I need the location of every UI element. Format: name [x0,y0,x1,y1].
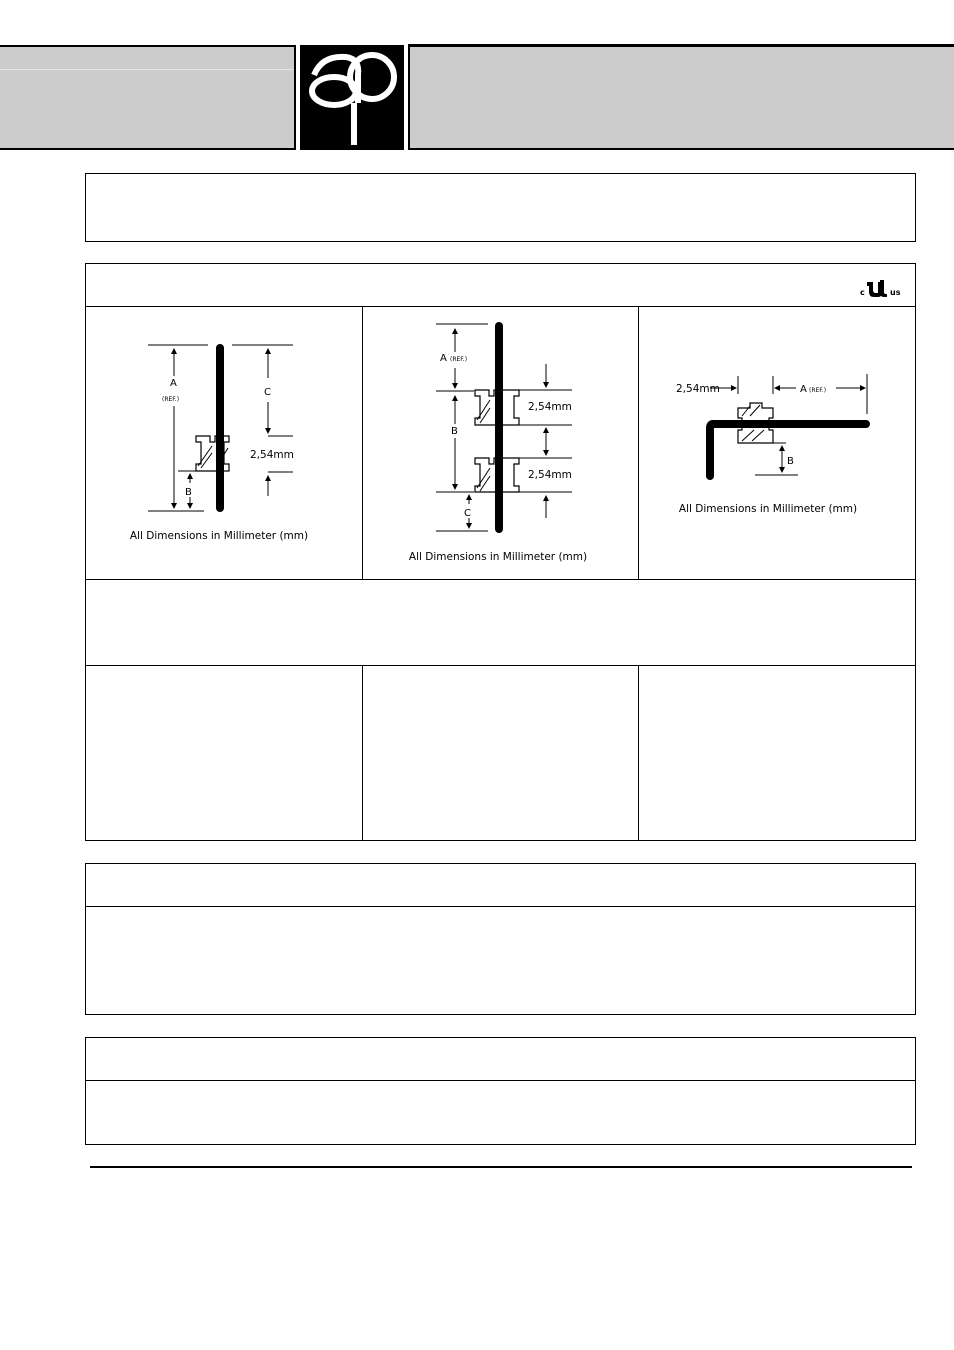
table-column-divider [362,665,363,841]
diagram-right-angle [638,306,914,578]
diagram-double-spacer [362,306,638,578]
company-logo [300,45,404,150]
header-left-panel [0,45,296,150]
title-box [85,173,916,242]
header-stripe [0,69,294,70]
label-dim: 2,54mm [528,469,572,481]
diagram-caption: All Dimensions in Millimeter (mm) [678,503,858,515]
label-a: A [440,353,447,364]
section-rule [86,906,915,907]
section-box [85,863,916,1015]
label-b: B [787,456,794,467]
table-column-divider [638,665,639,841]
diagram-single-spacer [86,306,362,578]
label-ref: (REF.) [450,356,468,363]
label-b: B [451,426,458,437]
label-ref: (REF.) [162,396,180,403]
section-box [85,1037,916,1145]
label-dim: 2,54mm [676,383,720,395]
cert-mark-c: c [860,288,865,297]
label-dim: 2,54mm [528,401,572,413]
section-rule [86,1080,915,1081]
footer-rule [90,1166,912,1168]
label-a: A [170,378,177,389]
label-ref: (REF.) [809,387,827,394]
label-b: B [185,487,192,498]
table-rule [86,579,915,580]
diagram-caption: All Dimensions in Millimeter (mm) [129,530,309,542]
header-right-panel [408,44,954,150]
label-dim: 2,54mm [250,449,294,461]
cert-mark-us: us [890,288,901,297]
logo-mark [300,45,404,150]
label-a: A [800,384,807,395]
label-c: C [264,387,271,398]
label-c: C [464,508,471,519]
ul-certification-mark [860,276,908,298]
table-rule [86,665,915,666]
diagram-caption: All Dimensions in Millimeter (mm) [408,551,588,563]
